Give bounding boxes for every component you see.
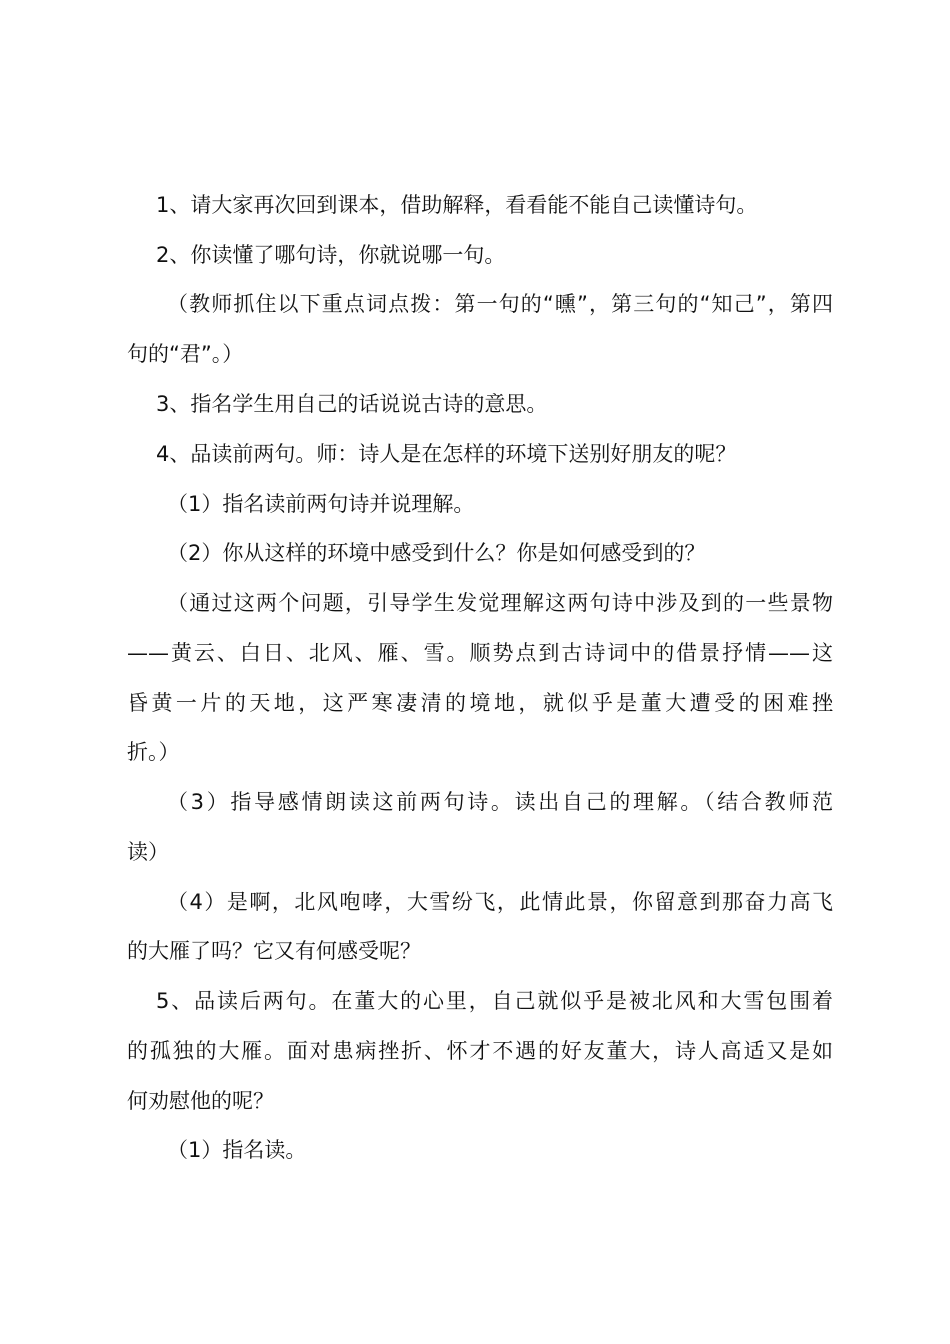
paragraph-line: 5、品读后两句。在董大的心里，自己就似乎是被北风和大雪包围着 [156,989,833,1013]
paragraph-line: 读） [127,840,169,864]
paragraph-line: 句的“君”。） [127,342,244,366]
paragraph-line: 的大雁了吗？它又有何感受呢？ [127,939,421,963]
paragraph-line: （2）你从这样的环境中感受到什么？你是如何感受到的？ [167,541,706,565]
paragraph-line: （教师抓住以下重点词点拨：第一句的“曛”，第三句的“知己”，第四 [167,292,833,316]
paragraph-line: （3）指导感情朗读这前两句诗。读出自己的理解。（结合教师范 [167,790,833,814]
paragraph-line: 2、你读懂了哪句诗，你就说哪一句。 [156,243,506,267]
paragraph-line: 4、品读前两句。师：诗人是在怎样的环境下送别好朋友的呢？ [156,442,737,466]
paragraph-line: （4）是啊，北风咆哮，大雪纷飞，此情此景，你留意到那奋力高飞 [167,890,833,914]
paragraph-line: 1、请大家再次回到课本，借助解释，看看能不能自己读懂诗句。 [156,193,758,217]
paragraph-line: （1）指名读。 [167,1138,307,1162]
paragraph-line: 何劝慰他的呢？ [127,1089,274,1113]
paragraph-line: ——黄云、白日、北风、雁、雪。顺势点到古诗词中的借景抒情——这 [127,641,833,665]
paragraph-line: 的孤独的大雁。面对患病挫折、怀才不遇的好友董大，诗人高适又是如 [127,1039,833,1063]
paragraph-line: （1）指名读前两句诗并说理解。 [167,492,475,516]
paragraph-line: （通过这两个问题，引导学生发觉理解这两句诗中涉及到的一些景物 [167,591,833,615]
paragraph-line: 3、指名学生用自己的话说说古诗的意思。 [156,392,548,416]
paragraph-line: 折。） [127,740,180,764]
paragraph-line: 昏黄一片的天地，这严寒凄清的境地，就似乎是董大遭受的困难挫 [127,691,833,715]
